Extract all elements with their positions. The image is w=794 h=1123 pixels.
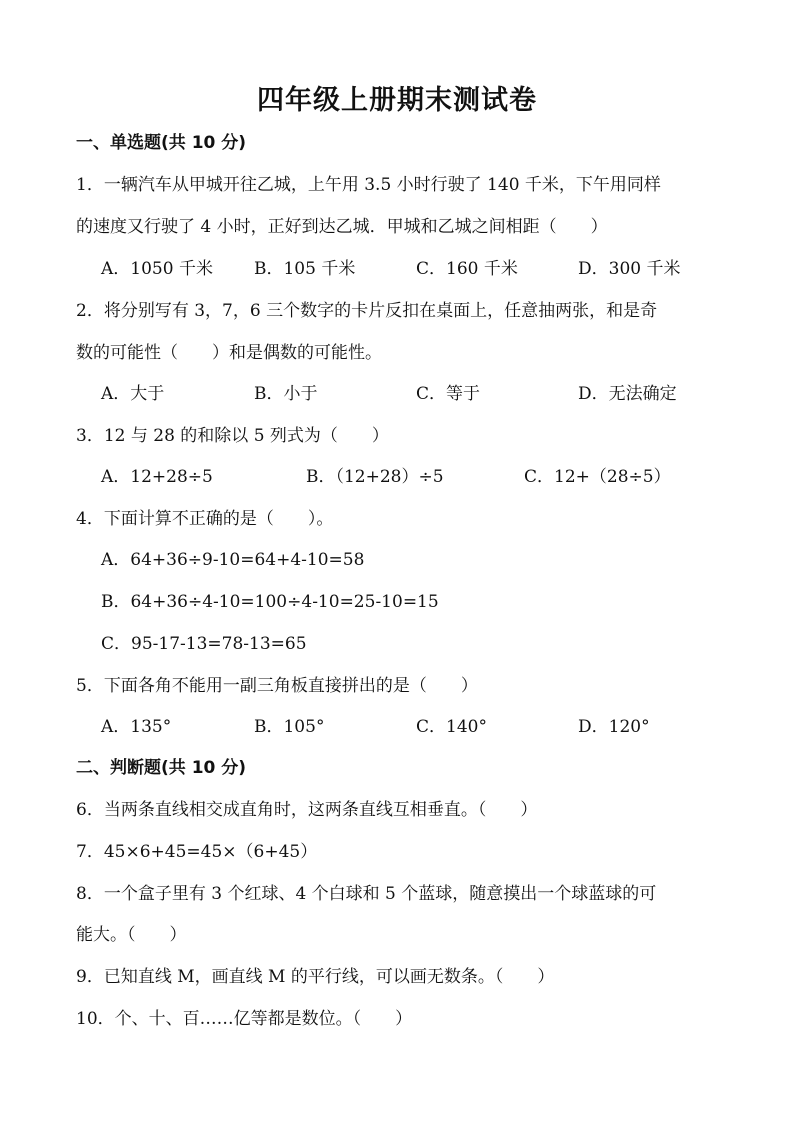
question-8-line-1: 8．一个盒子里有 3 个红球、4 个白球和 5 个蓝球，随意摸出一个球蓝球的可 (76, 884, 657, 904)
question-3-option-a[interactable]: A．12+28÷5 (101, 467, 213, 487)
question-10: 10．个、十、百……亿等都是数位。（ ） (76, 1009, 413, 1029)
question-2-line-2: 数的可能性（ ）和是偶数的可能性。 (76, 343, 382, 363)
question-2-option-b[interactable]: B．小于 (254, 384, 318, 404)
question-1-option-d[interactable]: D．300 千米 (578, 259, 681, 279)
page-title: 四年级上册期末测试卷 (257, 85, 537, 116)
question-5-option-a[interactable]: A．135° (101, 717, 172, 737)
question-5-line-1: 5．下面各角不能用一副三角板直接拼出的是（ ） (76, 676, 478, 696)
question-3-line-1: 3．12 与 28 的和除以 5 列式为（ ） (76, 426, 389, 446)
question-5-option-c[interactable]: C．140° (416, 717, 487, 737)
question-1-line-2: 的速度又行驶了 4 小时，正好到达乙城．甲城和乙城之间相距（ ） (76, 217, 608, 237)
question-7: 7．45×6+45=45×（6+45） (76, 842, 318, 862)
question-2-option-c[interactable]: C．等于 (416, 384, 481, 404)
question-3-option-c[interactable]: C．12+（28÷5） (524, 467, 671, 487)
question-1-option-a[interactable]: A．1050 千米 (101, 259, 213, 279)
question-4-option-b[interactable]: B．64+36÷4-10=100÷4-10=25-10=15 (101, 592, 439, 612)
section-heading-single-choice: 一、单选题(共 10 分) (76, 133, 247, 153)
question-8-line-2: 能大。（ ） (76, 925, 187, 945)
question-1-option-b[interactable]: B．105 千米 (254, 259, 356, 279)
question-2-option-a[interactable]: A．大于 (101, 384, 165, 404)
question-1-option-c[interactable]: C．160 千米 (416, 259, 518, 279)
question-1-line-1: 1．一辆汽车从甲城开往乙城，上午用 3.5 小时行驶了 140 千米，下午用同样 (76, 175, 661, 195)
question-3-option-b[interactable]: B．（12+28）÷5 (306, 467, 444, 487)
question-4-option-a[interactable]: A．64+36÷9-10=64+4-10=58 (101, 550, 365, 570)
question-5-option-b[interactable]: B．105° (254, 717, 325, 737)
section-heading-true-false: 二、判断题(共 10 分) (76, 758, 247, 778)
question-6: 6．当两条直线相交成直角时，这两条直线互相垂直。（ ） (76, 800, 538, 820)
question-9: 9．已知直线 M，画直线 M 的平行线，可以画无数条。（ ） (76, 967, 555, 987)
question-4-option-c[interactable]: C．95-17-13=78-13=65 (101, 634, 307, 654)
question-2-option-d[interactable]: D．无法确定 (578, 384, 677, 404)
question-2-line-1: 2．将分别写有 3，7，6 三个数字的卡片反扣在桌面上，任意抽两张，和是奇 (76, 301, 658, 321)
question-5-option-d[interactable]: D．120° (578, 717, 650, 737)
question-4-line-1: 4．下面计算不正确的是（ ）。 (76, 509, 334, 529)
